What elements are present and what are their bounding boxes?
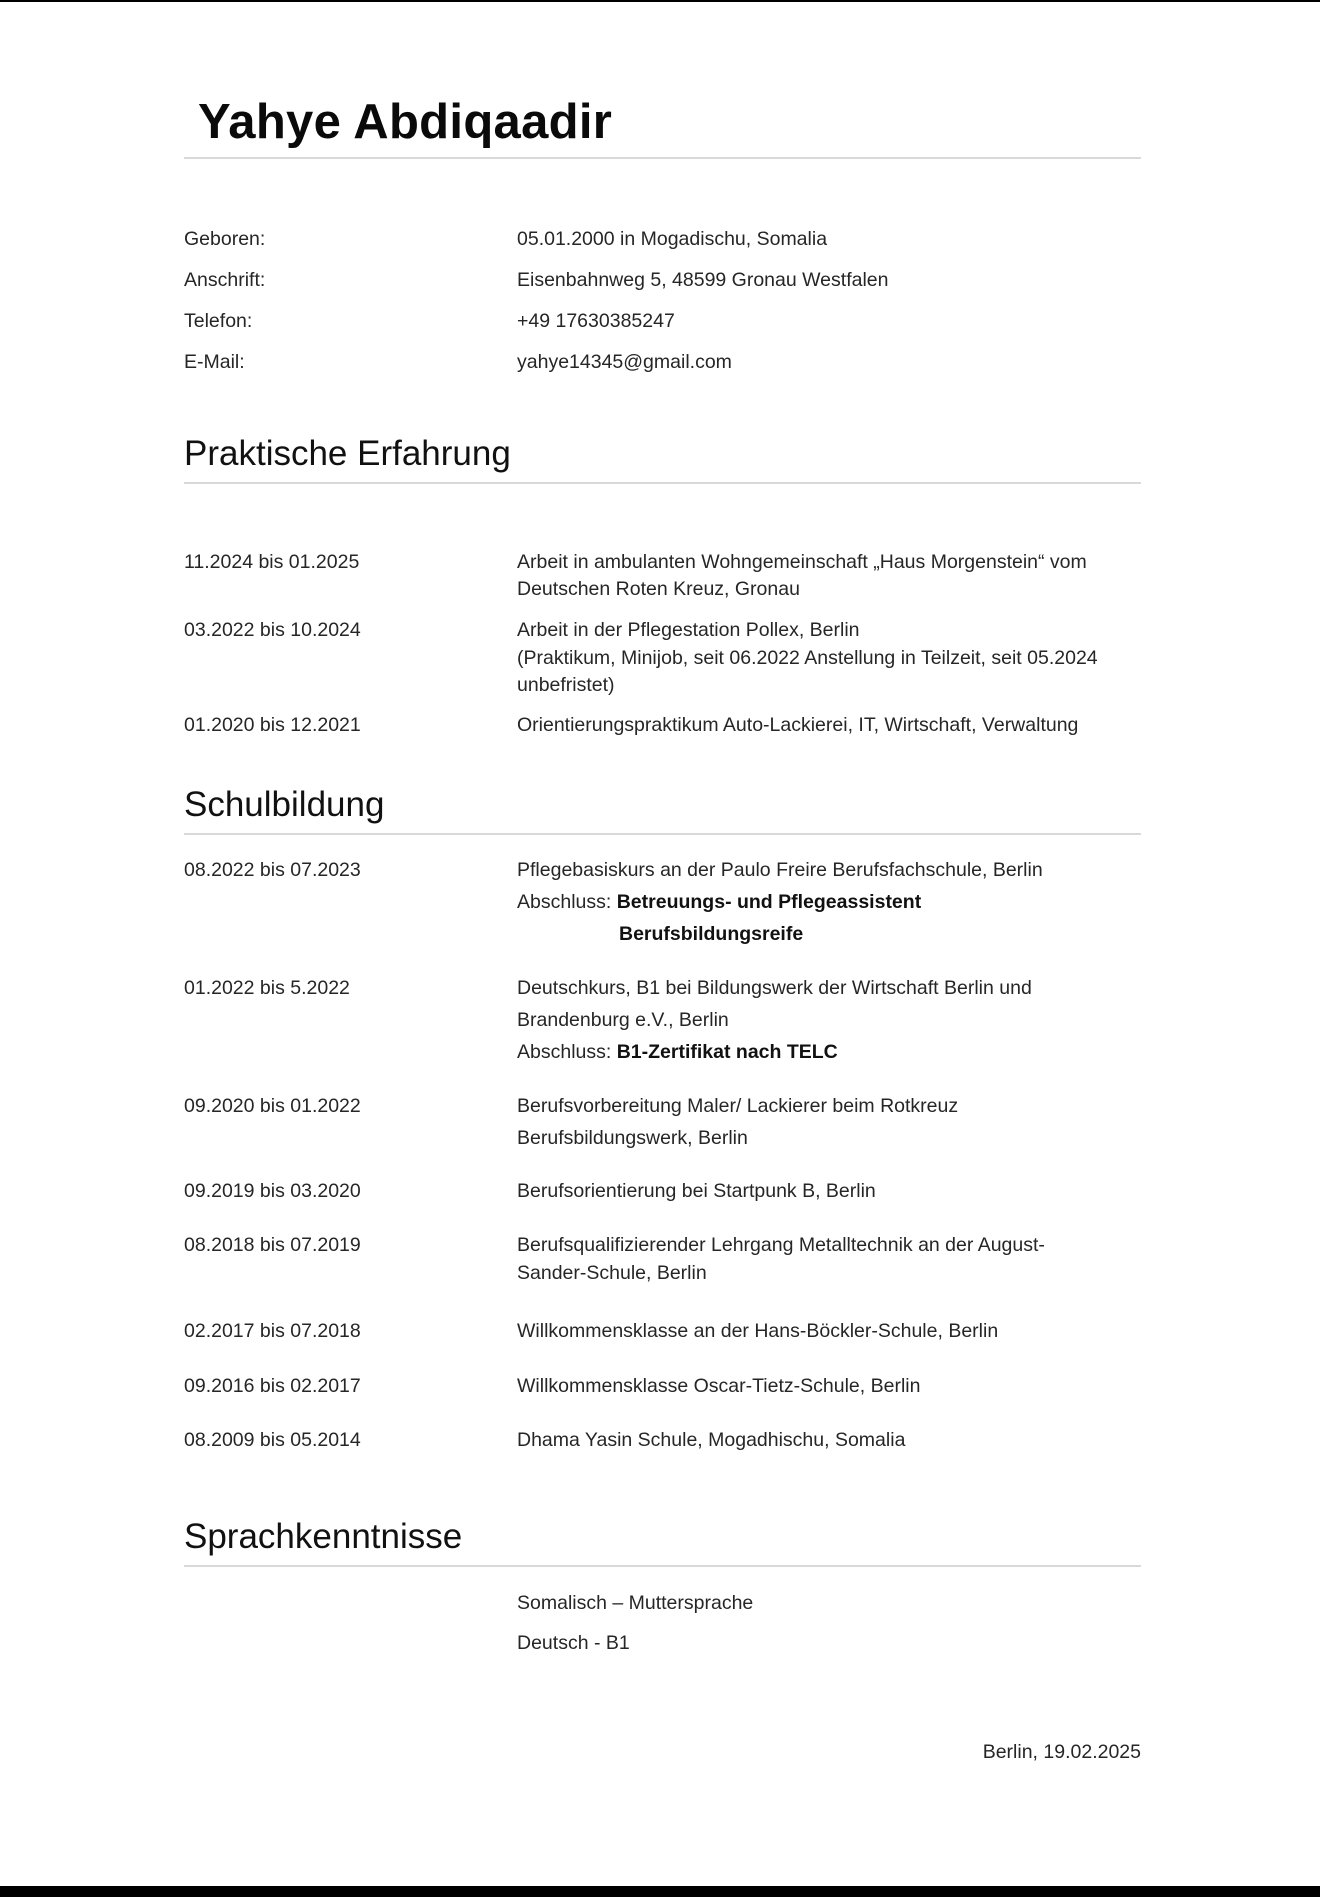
experience-period: 01.2020 bis 12.2021 xyxy=(184,714,361,736)
experience-period: 03.2022 bis 10.2024 xyxy=(184,619,361,641)
section-title-experience: Praktische Erfahrung xyxy=(184,434,511,473)
education-desc-line: Pflegebasiskurs an der Paulo Freire Berufsfachschule, Berlin xyxy=(517,859,1043,881)
result-value: Berufsbildungsreife xyxy=(619,923,804,945)
education-period: 08.2018 bis 07.2019 xyxy=(184,1234,361,1256)
education-period: 09.2020 bis 01.2022 xyxy=(184,1095,361,1117)
email-value[interactable]: yahye14345@gmail.com xyxy=(517,351,732,373)
birth-label: Geboren: xyxy=(184,228,266,250)
experience-desc-line: (Praktikum, Minijob, seit 06.2022 Anstellung in Teilzeit, seit 05.2024 xyxy=(517,647,1098,669)
languages-divider xyxy=(184,1565,1141,1567)
education-desc-line: Berufsvorbereitung Maler/ Lackierer beim Rotkreuz xyxy=(517,1095,959,1117)
result-label: Abschluss: xyxy=(517,891,617,913)
education-period: 01.2022 bis 5.2022 xyxy=(184,977,350,999)
result-value: B1-Zertifikat nach TELC xyxy=(616,1041,838,1063)
education-desc-line: Berufsorientierung bei Startpunk B, Berlin xyxy=(517,1180,876,1202)
cv-name: Yahye Abdiqaadir xyxy=(198,95,613,149)
education-period: 08.2022 bis 07.2023 xyxy=(184,859,361,881)
education-result xyxy=(517,891,921,914)
education-result xyxy=(517,1041,838,1064)
result-label: Abschluss: xyxy=(517,1041,617,1063)
address-label: Anschrift: xyxy=(184,269,266,291)
experience-desc-line: Orientierungspraktikum Auto-Lackierei, IT, Wirtschaft, Verwaltung xyxy=(517,714,1079,736)
experience-desc-line: Arbeit in ambulanten Wohngemeinschaft „Haus Morgenstein“ vom xyxy=(517,551,1087,573)
education-period: 08.2009 bis 05.2014 xyxy=(184,1429,361,1451)
education-desc-line: Brandenburg e.V., Berlin xyxy=(517,1009,729,1031)
education-period: 02.2017 bis 07.2018 xyxy=(184,1320,361,1342)
language-item: Deutsch - B1 xyxy=(517,1632,630,1654)
experience-divider xyxy=(184,482,1141,484)
language-item: Somalisch – Muttersprache xyxy=(517,1592,754,1614)
experience-desc-line: Deutschen Roten Kreuz, Gronau xyxy=(517,578,800,600)
result-value: Betreuungs- und Pflegeassistent xyxy=(616,891,922,913)
education-result-cont xyxy=(619,923,803,946)
email-label: E-Mail: xyxy=(184,351,245,373)
birth-value: 05.01.2000 in Mogadischu, Somalia xyxy=(517,228,828,250)
experience-desc-line: Arbeit in der Pflegestation Pollex, Berlin xyxy=(517,619,860,641)
education-desc-line: Willkommensklasse Oscar-Tietz-Schule, Berlin xyxy=(517,1375,921,1397)
education-desc-line: Sander-Schule, Berlin xyxy=(517,1262,707,1284)
top-border xyxy=(0,0,1320,2)
education-desc-line: Berufsqualifizierender Lehrgang Metalltechnik an der August- xyxy=(517,1234,1045,1256)
phone-value: +49 17630385247 xyxy=(517,310,675,332)
education-desc-line: Berufsbildungswerk, Berlin xyxy=(517,1127,748,1149)
section-title-education: Schulbildung xyxy=(184,785,385,824)
place-date: Berlin, 19.02.2025 xyxy=(982,1741,1141,1763)
experience-period: 11.2024 bis 01.2025 xyxy=(184,551,360,573)
address-value: Eisenbahnweg 5, 48599 Gronau Westfalen xyxy=(517,269,889,291)
education-divider xyxy=(184,833,1141,835)
education-desc-line: Willkommensklasse an der Hans-Böckler-Schule, Berlin xyxy=(517,1320,999,1342)
section-title-languages: Sprachkenntnisse xyxy=(184,1517,463,1556)
education-desc-line: Deutschkurs, B1 bei Bildungswerk der Wirtschaft Berlin und xyxy=(517,977,1032,999)
education-period: 09.2016 bis 02.2017 xyxy=(184,1375,361,1397)
phone-label: Telefon: xyxy=(184,310,253,332)
name-divider xyxy=(184,157,1141,159)
experience-desc-line: unbefristet) xyxy=(517,674,615,696)
education-period: 09.2019 bis 03.2020 xyxy=(184,1180,361,1202)
education-desc-line: Dhama Yasin Schule, Mogadhischu, Somalia xyxy=(517,1429,906,1451)
bottom-border xyxy=(0,1886,1320,1897)
